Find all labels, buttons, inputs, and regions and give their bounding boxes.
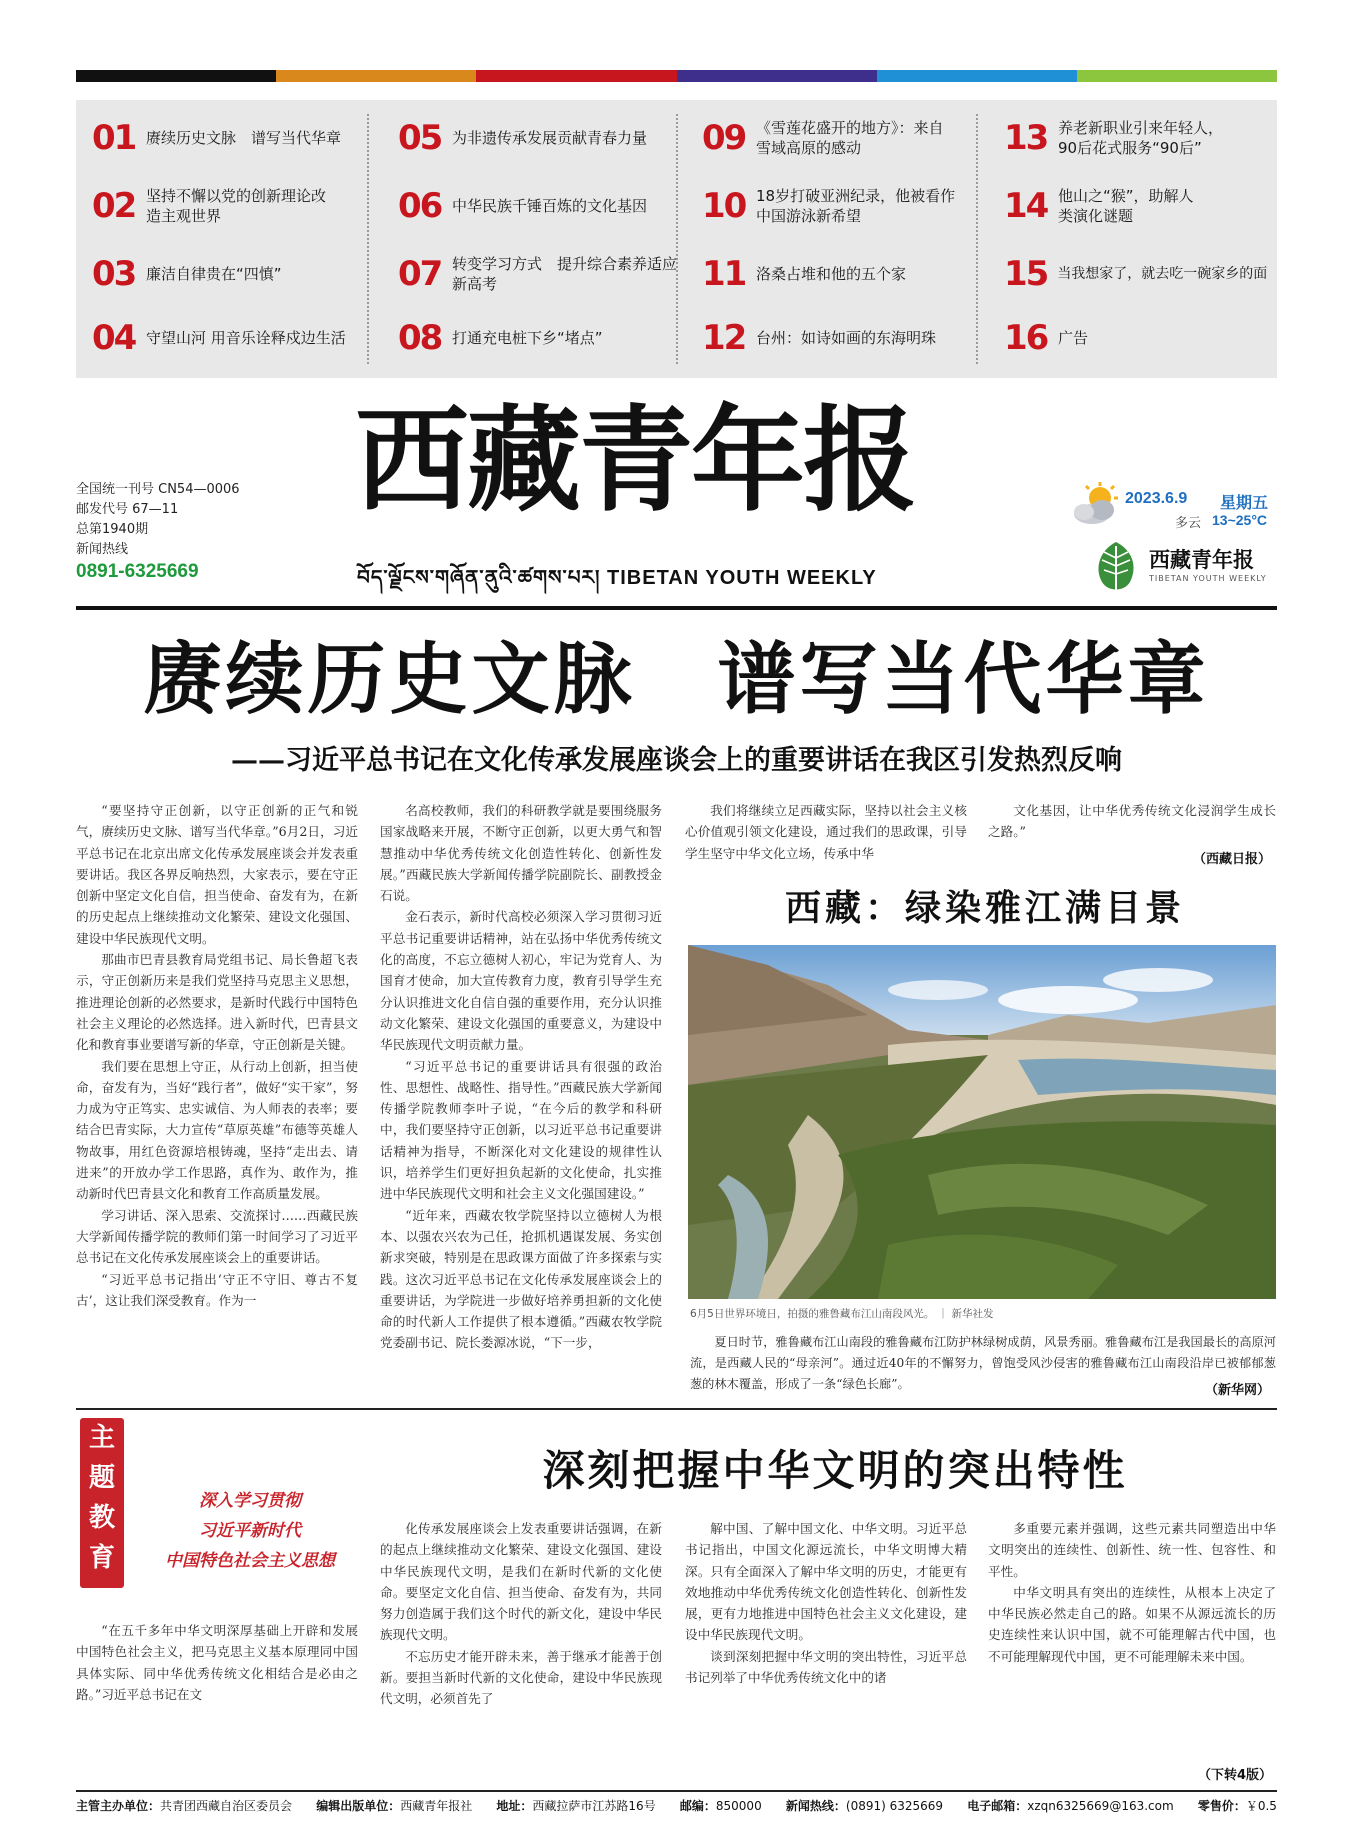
paragraph: 我们将继续立足西藏实际，坚持以社会主义核心价值观引领文化建设，通过我们的思政课，引导学生坚守中华文化立场，传承中华: [685, 803, 967, 861]
second-headline: 深刻把握中华文明的突出特性: [542, 1446, 1128, 1495]
toc-number: 02: [92, 186, 136, 226]
section-rule: [76, 1408, 1277, 1410]
toc-title: 当我想家了，就去吃一碗家乡的面: [1057, 266, 1268, 282]
footer-item: 邮编：850000: [679, 1799, 762, 1813]
lead-column-3: [685, 800, 967, 864]
toc-title: 守望山河 用音乐诠释戍边生活: [146, 329, 346, 347]
paragraph: 名高校教师，我们的科研教学就是要围绕服务国家战略来开展，不断守正创新，以更大勇气和智慧推动中华优秀传统文化创造性转化、创新性发展。”西藏民族大学新闻传播学院副院长、副教授金石说。: [380, 803, 662, 904]
masthead-info: [76, 480, 240, 584]
brand-logo: [1092, 540, 1282, 600]
paragraph: 中华文明具有突出的连续性，从根本上决定了中华民族必然走自己的路。如果不从源远流长的历史连续性来认识中国，就不可能理解古代中国，也不可能理解现代中国，更不可能理解未来中国。: [988, 1584, 1276, 1664]
paragraph: 那曲市巴青县教育局党组书记、局长鲁超飞表示，守正创新历来是我们党坚持马克思主义思想，推进理论创新的必然要求，是新时代践行中国特色社会主义理论的必然选择。进入新时代，巴青县文化和教育事业要谱写新的华章，守正创新是关键。: [76, 952, 358, 1053]
leaf-logo-icon: [1092, 540, 1140, 594]
toc-number: 08: [398, 318, 442, 358]
brand-name: 西藏青年报: [1149, 547, 1254, 572]
toc-item[interactable]: [702, 310, 992, 366]
toc-number: 07: [398, 254, 442, 294]
lead-source: （西藏日报）: [1193, 852, 1272, 867]
toc-number: 16: [1004, 318, 1048, 358]
toc-item[interactable]: [398, 178, 688, 234]
footer-item: 地址：西藏拉萨市江苏路16号: [496, 1799, 656, 1813]
paragraph: “习近平总书记的重要讲话具有很强的政治性、思想性、战略性、指导性。”西藏民族大学新闻传播学院教师李叶子说，“在今后的教学和科研中，我们要坚持守正创新，以习近平总书记重要讲话精神为指导，不断深化对文化建设的规律性认识，培养学生们更好担负起新的文化使命，扎实推进中华民族现代文明和社会主义文化强国建设。”: [380, 1058, 662, 1202]
stamp-char: 题: [88, 1463, 115, 1493]
second-column-1: [76, 1620, 358, 1705]
toc-number: 05: [398, 118, 442, 158]
toc-title: 《雪莲花盛开的地方》：来自雪域高原的感动: [756, 119, 944, 157]
toc-title: 转变学习方式 提升综合素养适应新高考: [452, 255, 678, 293]
toc-item[interactable]: [398, 310, 688, 366]
weekday: 星期五: [1220, 493, 1269, 512]
toc-title: 18岁打破亚洲纪录，他被看作中国游泳新希望: [756, 187, 956, 225]
footer-item: 零售价：￥0.5: [1197, 1799, 1277, 1813]
toc-number: 12: [702, 318, 746, 358]
hotline-label: 新闻热线: [76, 542, 129, 557]
theme-line: 中国特色社会主义思想: [165, 1551, 335, 1571]
toc-item[interactable]: [92, 110, 382, 166]
toc-item[interactable]: [398, 110, 688, 166]
paragraph: “在五千多年中华文明深厚基础上开辟和发展中国特色社会主义，把马克思主义基本原理同中国具体实际、同中华优秀传统文化相结合是必由之路。”习近平总书记在文: [76, 1623, 358, 1702]
continued-note: （下转4版）: [1198, 1768, 1273, 1783]
theme-slogan: [130, 1486, 370, 1576]
toc-number: 10: [702, 186, 746, 226]
paragraph: 不忘历史才能开辟未来，善于继承才能善于创新。要担当新时代新的文化使命，建设中华民族现代文明，必须首先了: [380, 1648, 662, 1707]
color-segment: [877, 70, 1077, 82]
toc-title: 广告: [1058, 329, 1089, 347]
paragraph: 解中国、了解中国文化、中华文明。习近平总书记指出，中国文化源远流长，中华文明博大精深。只有全面深入了解中华文明的历史，才能更有效地推动中华优秀传统文化创造性转化、创新性发展，更有力地推进中国特色社会主义文化建设，建设中华民族现代文明。: [685, 1521, 967, 1643]
paragraph: 化传承发展座谈会上发表重要讲话强调，在新的起点上继续推动文化繁荣、建设文化强国、建设中华民族现代文明，是我们在新时代新的文化使命。要坚定文化自信、担当使命、奋发有为，共同努力创造属于我们这个时代的新文化，建设中华民族现代文明。: [380, 1521, 662, 1643]
toc-number: 09: [702, 118, 746, 158]
theme-line: 习近平新时代: [199, 1521, 301, 1541]
second-column-2: [380, 1518, 662, 1710]
brand-subtitle: TIBETAN YOUTH WEEKLY: [1149, 574, 1267, 583]
paragraph: “要坚持守正创新，以守正创新的正气和锐气，赓续历史文脉、谱写当代华章。”6月2日，习近平总书记在北京出席文化传承发展座谈会并发表重要讲话。我区各界反响热烈，大家表示，要在守正创新中坚定文化自信，担当使命、奋发有为，在新的历史起点上继续推动文化繁荣、建设文化强国、建设中华民族现代文明。: [76, 803, 358, 946]
stamp-char: 教: [88, 1503, 115, 1533]
toc-item[interactable]: [702, 246, 992, 302]
theme-education-stamp: [80, 1418, 124, 1588]
footer-item: 编辑出版单位：西藏青年报社: [316, 1799, 473, 1813]
lead-headline: 赓续历史文脉 谱写当代华章: [143, 635, 1210, 725]
stamp-char: 主: [88, 1423, 115, 1453]
toc-item[interactable]: [398, 246, 688, 302]
theme-line: 深入学习贯彻: [199, 1491, 301, 1511]
masthead-rule: [76, 606, 1277, 610]
newspaper-subtitle: བོད་ལྗོངས་གཞོན་ནུའི་ཚགས་པར། TIBETAN YOUTH WEEKLY: [357, 567, 877, 589]
toc-title: 他山之“猴”，助解人类演化谜题: [1058, 187, 1194, 225]
toc-title: 养老新职业引来年轻人，90后花式服务“90后”: [1058, 119, 1224, 157]
toc-number: 14: [1004, 186, 1048, 226]
weather-box: [1070, 480, 1280, 540]
weather-condition: 多云: [1175, 516, 1202, 531]
toc-title: 坚持不懈以党的创新理论改造主观世界: [146, 187, 327, 225]
toc-number: 15: [1004, 254, 1048, 294]
paragraph: “近年来，西藏农牧学院坚持以立德树人为根本、以强农兴农为己任，抢抓机遇谋发展、务实创新求突破，特别是在思政课方面做了许多探索与实践。这次习近平总书记在文化传承发展座谈会上的重要讲话，为学院进一步做好培养勇担新的文化使命的时代新人工作提供了根本遵循。”西藏农牧学院党委副书记、院长娄源冰说，“下一步，: [380, 1207, 662, 1351]
lead-column-2: [380, 800, 662, 1354]
color-segment: [76, 70, 276, 82]
toc-item[interactable]: [1004, 178, 1294, 234]
toc-number: 11: [702, 254, 746, 294]
toc-number: 13: [1004, 118, 1048, 158]
toc-title: 为非遗传承发展贡献青春力量: [452, 129, 648, 147]
toc-title: 赓续历史文脉 谱写当代华章: [146, 129, 342, 147]
issue-number: 总第1940期: [76, 522, 149, 537]
toc-number: 01: [92, 118, 136, 158]
toc-number: 03: [92, 254, 136, 294]
lead-column-1: [76, 800, 358, 1311]
yarlung-river-photo: [688, 945, 1276, 1299]
footer: [76, 1797, 1277, 1814]
toc-item[interactable]: [92, 178, 382, 234]
issn-text: 全国统一刊号 CN54—0006: [76, 482, 240, 497]
photo-story-text: 夏日时节，雅鲁藏布江山南段的雅鲁藏布江防护林绿树成荫，风景秀丽。雅鲁藏布江是我国最长的高原河流，是西藏人民的“母亲河”。通过近40年的不懈努力，曾饱受风沙侵害的雅鲁藏布江山南段沿岸已被郁郁葱葱的林木覆盖，形成了一条“绿色长廊”。: [690, 1335, 1276, 1391]
photo-story-title: 西藏：绿染雅江满目景: [784, 887, 1185, 929]
toc-title: 洛桑占堆和他的五个家: [756, 265, 907, 283]
newspaper-title: 西藏青年报: [355, 393, 916, 527]
postal-code-text: 邮发代号 67—11: [76, 502, 179, 517]
top-color-bar: [76, 70, 1277, 82]
toc-item[interactable]: [1004, 310, 1294, 366]
toc-item[interactable]: [702, 110, 992, 166]
toc-item[interactable]: [1004, 110, 1294, 166]
paragraph: 金石表示，新时代高校必须深入学习贯彻习近平总书记重要讲话精神，站在弘扬中华优秀传统文化的高度，不忘立德树人初心，牢记为党育人、为国育才使命，加大宣传教育力度，教育引导学生充分认识推进文化自信自强的重要作用，充分认识推动文化繁荣、建设文化强国的重要意义，为建设中华民族现代文明贡献力量。: [380, 909, 662, 1053]
photo-story-source: （新华网）: [1205, 1383, 1271, 1398]
lead-subhead: ——习近平总书记在文化传承发展座谈会上的重要讲话在我区引发热烈反响: [231, 745, 1122, 776]
color-segment: [677, 70, 877, 82]
footer-item: 主管主办单位：共青团西藏自治区委员会: [76, 1799, 293, 1813]
sun-cloud-icon: [1070, 482, 1122, 528]
landscape-illustration: [688, 945, 1276, 1299]
toc-item[interactable]: [92, 310, 382, 366]
toc-title: 中华民族千锤百炼的文化基因: [452, 197, 648, 215]
toc-item[interactable]: [1004, 246, 1294, 302]
paragraph: 学习讲话、深入思索、交流探讨……西藏民族大学新闻传播学院的教师们第一时间学习了习近平总书记在文化传承发展座谈会上的重要讲话。: [76, 1207, 358, 1266]
table-of-contents: [76, 100, 1277, 378]
toc-item[interactable]: [702, 178, 992, 234]
toc-number: 06: [398, 186, 442, 226]
footer-item: 电子邮箱：xzqn6325669@163.com: [967, 1799, 1174, 1813]
paragraph: 我们要在思想上守正，从行动上创新，担当使命，奋发有为，当好“践行者”，做好“实干家”，努力成为守正笃实、忠实诚信、为人师表的表率；要结合巴青实际，大力宣传“草原英雄”布德等英雄人物故事，用红色资源培根铸魂，坚持“走出去、请进来”的开放办学工作思路，真作为、敢作为，推动新时代巴青县文化和教育工作高质量发展。: [76, 1058, 358, 1202]
temperature-range: 13~25°C: [1212, 512, 1268, 528]
color-segment: [476, 70, 676, 82]
color-segment: [1077, 70, 1277, 82]
toc-title: 廉洁自律贵在“四慎”: [146, 265, 282, 283]
paragraph: 谈到深刻把握中华文明的突出特性，习近平总书记列举了中华优秀传统文化中的诸: [685, 1648, 967, 1686]
footer-rule: [76, 1790, 1277, 1792]
second-column-4: [988, 1518, 1276, 1667]
toc-title: 打通充电桩下乡“堵点”: [452, 329, 603, 347]
stamp-char: 育: [88, 1543, 115, 1573]
paragraph: “习近平总书记指出‘守正不守旧、尊古不复古’，这让我们深受教育。作为一: [76, 1271, 358, 1308]
toc-item[interactable]: [92, 246, 382, 302]
second-column-3: [685, 1518, 967, 1688]
color-segment: [276, 70, 476, 82]
hotline-number: 0891-6325669: [76, 561, 199, 582]
lead-column-4: [988, 800, 1276, 843]
issue-date: 2023.6.9: [1125, 490, 1188, 507]
paragraph: 多重要元素并强调，这些元素共同塑造出中华文明突出的连续性、创新性、统一性、包容性、和平性。: [988, 1521, 1276, 1579]
footer-item: 新闻热线：(0891) 6325669: [785, 1799, 944, 1813]
paragraph: 文化基因，让中华优秀传统文化浸润学生成长之路。”: [988, 803, 1276, 840]
toc-number: 04: [92, 318, 136, 358]
photo-caption: 6月5日世界环境日，拍摄的雅鲁藏布江山南段风光。 ｜ 新华社发: [690, 1308, 994, 1320]
toc-title: 台州：如诗如画的东海明珠: [756, 329, 937, 347]
